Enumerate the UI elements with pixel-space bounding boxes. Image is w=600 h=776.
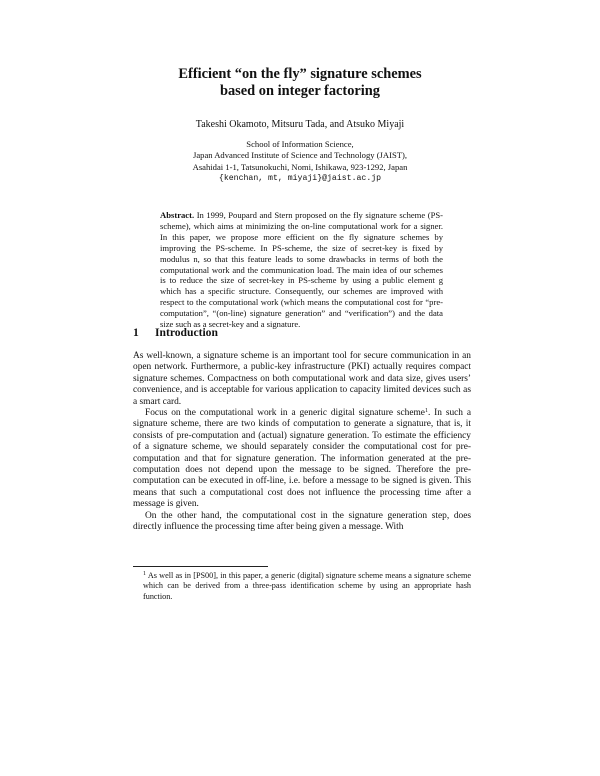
paragraph-2: [133, 408, 471, 511]
section-number: 1: [133, 326, 139, 339]
abstract-text: In 1999, Poupard and Stern proposed on the fly signature scheme (PS-scheme), which aims at minimizing the on-line computational work for a signer. In this paper, we propose more efficient on the fly signature schemes by improving the PS-scheme. In PS-scheme, the size of secret-key is fixed by modulus n, so that this feature leads to some drawbacks in terms of both the computational work and the communication load. The main idea of our schemes is to reduce the size of secret-key in PS-scheme by using a public element g which has a specific structure. Consequently, our schemes are improved with respect to the computational work (which means the computational cost for “pre-computation”, “(on-line) signature generation” and “verification”) and the data size such as a secret-key and a signature.: [160, 210, 443, 330]
affiliation-line-3: Asahidai 1-1, Tatsunokuchi, Nomi, Ishikawa, 923-1292, Japan: [192, 161, 408, 172]
paper-title: [0, 66, 600, 100]
section-title: Introduction: [155, 326, 218, 339]
author-emails: {kenchan, mt, miyaji}@jaist.ac.jp: [218, 173, 382, 183]
affiliation: [0, 139, 600, 184]
paragraph-2-rest: . In such a signature scheme, there are two kinds of computation to generate a signature, that is, it consists of pre-computation and (actual) signature generation. To estimate the efficiency of a signature scheme, we should separately consider the computational cost for pre-computation and that for signature generation. The information generated at the pre-computation does not depend upon the message to be signed. Therefore the pre-computation can be executed in off-line, i.e. before a message to be signed is given. This means that such a computational cost does not influence the processing time after a message is given.: [133, 408, 471, 510]
body-text: [133, 351, 471, 534]
footnote: [133, 571, 471, 602]
paragraph-1: As well-known, a signature scheme is an important tool for secure communication in an open network. Furthermore, a public-key infrastructure (PKI) actually requires compact signature schemes. Compactness on both computational work and data size, gives users’ convenience, and is acceptable for various application to capacity limited devices such as a smart card.: [133, 351, 471, 407]
footnote-text: As well as in [PS00], in this paper, a generic (digital) signature scheme means a signature scheme which can be derived from a three-pass identification scheme by using an appropriate hash function.: [143, 571, 471, 601]
affiliation-line-2: Japan Advanced Institute of Science and Technology (JAIST),: [192, 150, 408, 161]
paragraph-2-start: Focus on the computational work in a generic digital signature scheme: [145, 408, 425, 419]
abstract-label: Abstract.: [160, 210, 195, 220]
affiliation-line-1: School of Information Science,: [246, 139, 354, 149]
title-line-1: Efficient “on the fly” signature schemes: [178, 66, 422, 82]
title-line-2: based on integer factoring: [219, 83, 381, 99]
footnote-marker: 1: [424, 408, 428, 415]
author-list: Takeshi Okamoto, Mitsuru Tada, and Atsuko Miyaji: [195, 119, 405, 130]
abstract: [160, 210, 443, 330]
footnote-rule: [133, 566, 268, 567]
footnote-number: 1: [143, 571, 146, 577]
section-heading: [133, 326, 218, 339]
paragraph-3: On the other hand, the computational cost in the signature generation step, does directly influence the processing time after being given a message. With: [133, 510, 471, 533]
